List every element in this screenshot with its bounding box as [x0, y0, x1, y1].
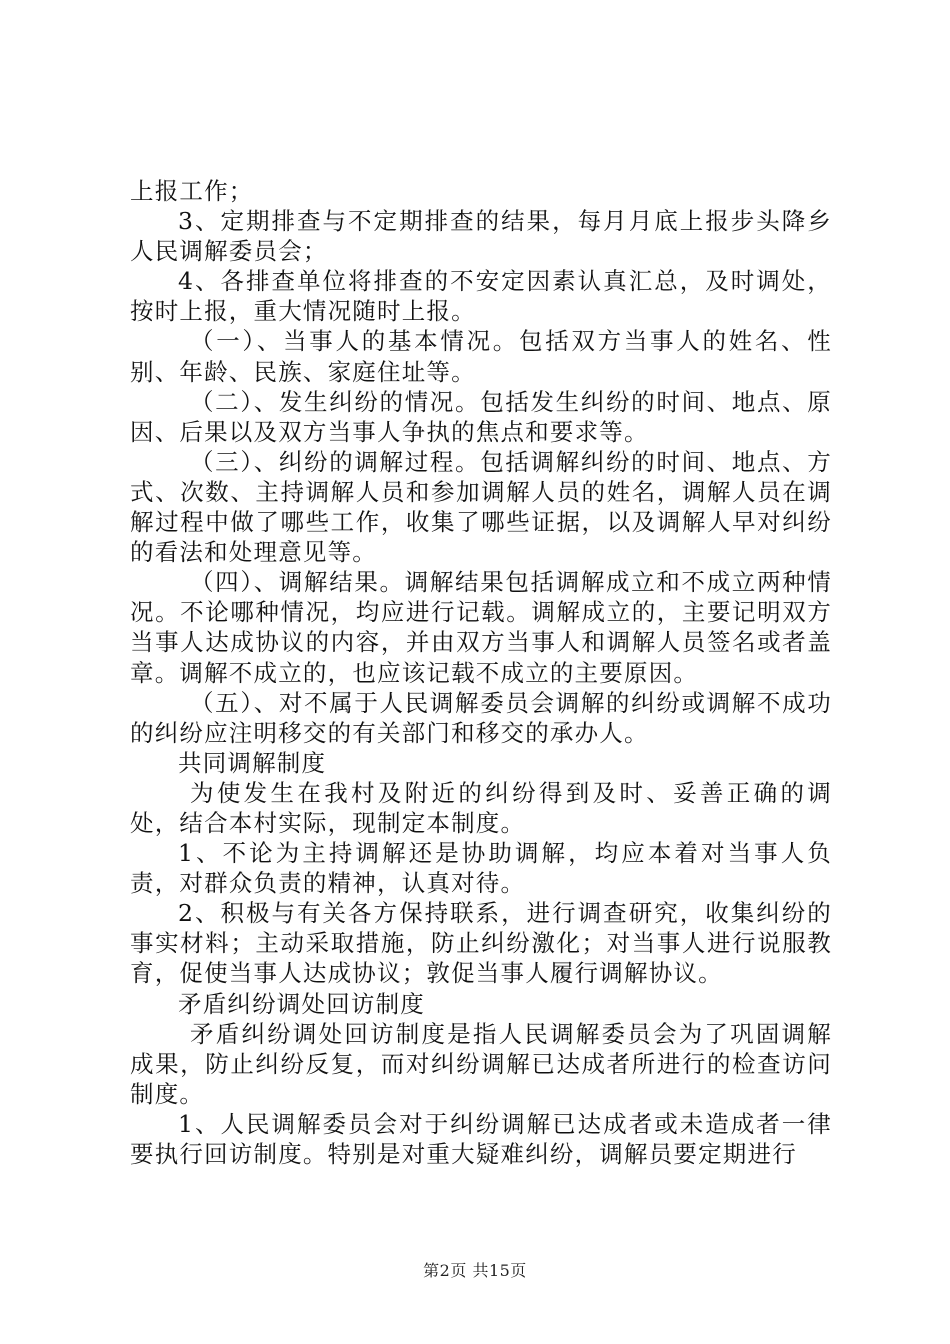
document-body: [130, 176, 832, 1169]
page-footer: 第2页 共15页: [423, 1261, 527, 1280]
paragraph-joint-intro: 为使发生在我村及附近的纠纷得到及时、妥善正确的调处，结合本村实际，现制定本制度。: [130, 778, 832, 837]
paragraph-revisit-item-1: 1、人民调解委员会对于纠纷调解已达成者或未造成者一律要执行回访制度。特别是对重大疑难纠纷，调解员要定期进行: [130, 1109, 832, 1168]
paragraph-sub-3: （三）、纠纷的调解过程。包括调解纠纷的时间、地点、方式、次数、主持调解人员和参加调解人员的姓名，调解人员在调解过程中做了哪些工作，收集了哪些证据，以及调解人早对纠纷的看法和处理意见等。: [130, 447, 832, 567]
paragraph-sub-1: （一）、当事人的基本情况。包括双方当事人的姓名、性别、年龄、民族、家庭住址等。: [130, 327, 832, 386]
paragraph-item-3: 3、定期排查与不定期排查的结果，每月月底上报步头降乡人民调解委员会；: [130, 207, 832, 266]
paragraph-continuation: 上报工作；: [130, 177, 254, 205]
paragraph-item-4: 4、各排查单位将排查的不安定因素认真汇总，及时调处，按时上报，重大情况随时上报。: [130, 267, 832, 326]
section-heading-joint-mediation: 共同调解制度: [178, 748, 327, 777]
paragraph-joint-item-2: 2、积极与有关各方保持联系，进行调查研究，收集纠纷的事实材料；主动采取措施，防止纠纷激化；对当事人进行说服教育，促使当事人达成协议；敦促当事人履行调解协议。: [130, 899, 832, 988]
section-heading-revisit: 矛盾纠纷调处回访制度: [178, 989, 425, 1018]
paragraph-revisit-intro: 矛盾纠纷调处回访制度是指人民调解委员会为了巩固调解成果，防止纠纷反复，而对纠纷调解已达成者所进行的检查访问制度。: [130, 1019, 832, 1108]
paragraph-sub-2: （二）、发生纠纷的情况。包括发生纠纷的时间、地点、原因、后果以及双方当事人争执的焦点和要求等。: [130, 387, 832, 446]
paragraph-joint-item-1: 1、不论为主持调解还是协助调解，均应本着对当事人负责，对群众负责的精神，认真对待。: [130, 839, 832, 898]
paragraph-sub-4: （四）、调解结果。调解结果包括调解成立和不成立两种情况。不论哪种情况，均应进行记载。调解成立的，主要记明双方当事人达成协议的内容，并由双方当事人和调解人员签名或者盖章。调解不成立的，也应该记载不成立的主要原因。: [130, 568, 832, 687]
paragraph-sub-5: （五）、对不属于人民调解委员会调解的纠纷或调解不成功的纠纷应注明移交的有关部门和移交的承办人。: [130, 688, 832, 747]
